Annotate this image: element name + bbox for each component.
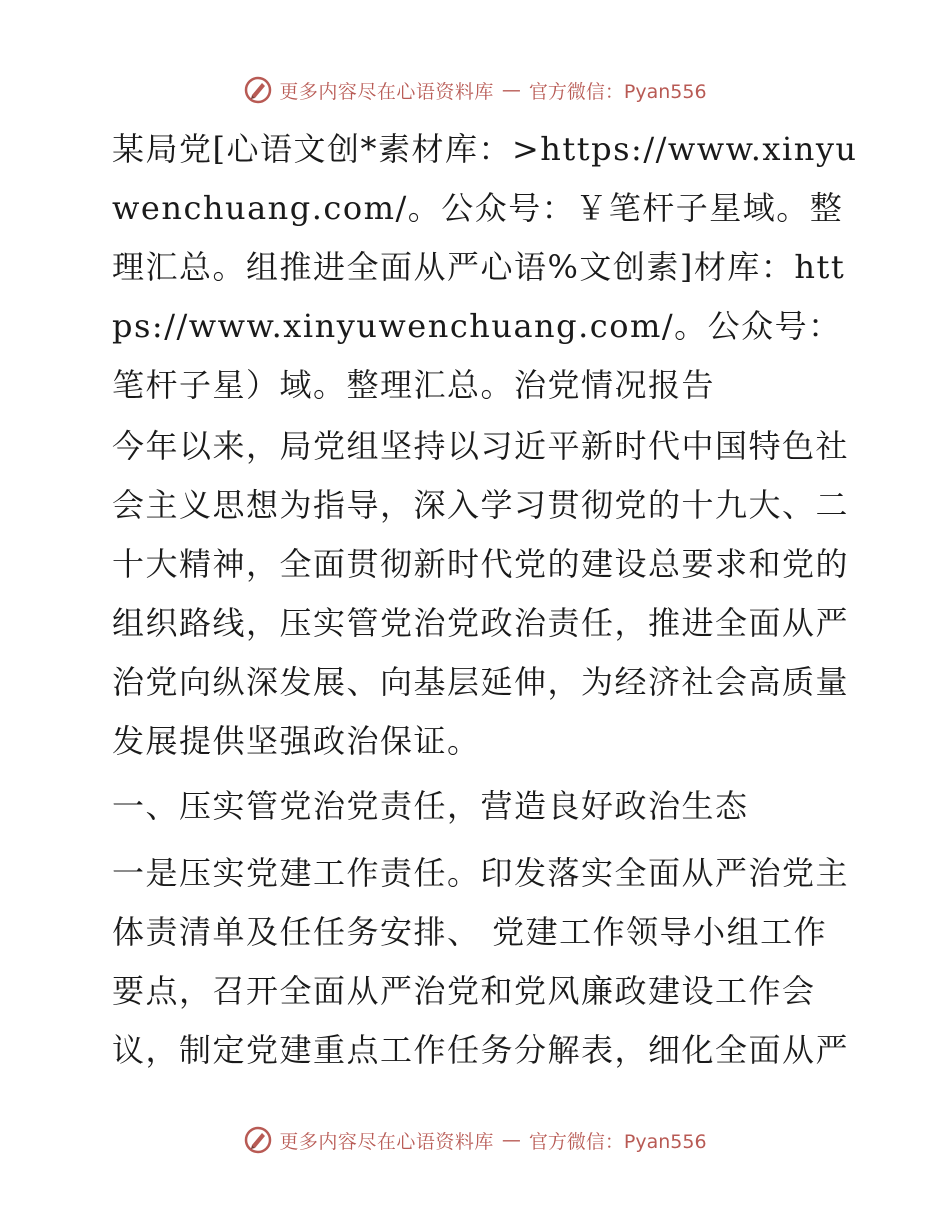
- watermark-separator: —: [501, 1129, 521, 1151]
- pen-circle-logo-icon: [243, 1125, 273, 1155]
- document-title: 某局党[心语文创*素材库：>https://www.xinyuwenchuang.com/。公众号：￥笔杆子星域。整理汇总。组推进全面从严心语%文创素]材库：https://www.xinyuwenchuang.com/。公众号：笔杆子星）域。整理汇总。治党情况报告: [112, 130, 858, 404]
- watermark-separator: —: [501, 79, 521, 101]
- header-watermark: [0, 70, 950, 110]
- watermark-wechat-text: 官方微信：Pyan556: [528, 80, 707, 103]
- watermark-brand-text: 更多内容尽在心语资料库: [279, 1130, 494, 1153]
- section-1-paragraph-1: 一是压实党建工作责任。印发落实全面从严治党主体责清单及任任务安排、 党建工作领导小组工作要点，召开全面从严治党和党风廉政建设工作会议，制定党建重点工作任务分解表，细化全面从严: [112, 854, 850, 1069]
- document-body: [98, 120, 858, 1086]
- watermark-wechat-text: 官方微信：Pyan556: [528, 1130, 707, 1153]
- watermark-brand-text: 更多内容尽在心语资料库: [279, 80, 494, 103]
- footer-watermark: [0, 1120, 950, 1160]
- section-1-heading: 一、压实管党治党责任，营造良好政治生态: [112, 787, 749, 825]
- intro-paragraph: 今年以来，局党组坚持以习近平新时代中国特色社会主义思想为指导，深入学习贯彻党的十九大、二十大精神，全面贯彻新时代党的建设总要求和党的组织路线，压实管党治党政治责任，推进全面从严治党向纵深发展、向基层延伸，为经济社会高质量发展提供坚强政治保证。: [112, 427, 850, 760]
- pen-circle-logo-icon: [243, 75, 273, 105]
